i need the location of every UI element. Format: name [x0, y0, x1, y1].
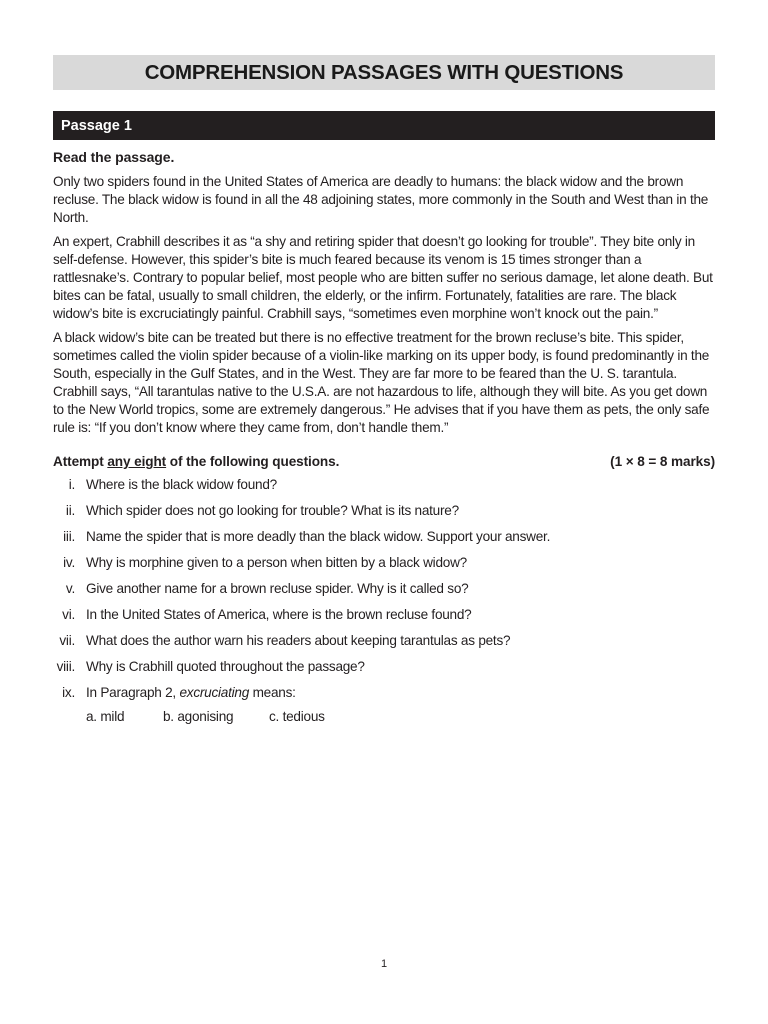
question-number: vi. — [62, 607, 75, 622]
passage-header — [53, 111, 715, 140]
question-text: Why is Crabhill quoted throughout the passage? — [86, 659, 365, 674]
question-text-prefix: In Paragraph 2, — [86, 685, 180, 700]
question-number: v. — [65, 581, 75, 596]
question-item — [53, 684, 715, 710]
question-text: Give another name for a brown recluse spider. Why is it called so? — [86, 581, 469, 596]
question-number: vii. — [59, 633, 75, 648]
question-item — [53, 658, 715, 684]
passage-paragraph-3: A black widow’s bite can be treated but there is no effective treatment for the brown recluse’s bite. This spider, sometimes called the violin spider because of a violin-like marking on its upper body, is found predominantly in the South, especially in the Gulf States, and in the West. They are far more to be feared than the U. S. tarantula. Crabhill says, “All tarantulas native to the U.S.A. are not hazardous to life, although they will bite. As you get down to the New World tropics, some are extremely dangerous.” He advises that if you have them as pets, the only safe rule is: “If you don’t know where they came from, don’t handle them.” — [53, 330, 710, 435]
question-item — [53, 502, 715, 528]
questions-instruction — [53, 453, 339, 471]
marks-label: (1 × 8 = 8 marks) — [610, 454, 715, 469]
question-text-suffix: means: — [249, 685, 296, 700]
answer-options — [86, 708, 715, 726]
question-number: iv. — [63, 555, 75, 570]
question-number: ii. — [65, 503, 75, 518]
question-text: Why is morphine given to a person when bitten by a black widow? — [86, 555, 467, 570]
question-text: In the United States of America, where is the brown recluse found? — [86, 607, 472, 622]
passage-content — [53, 148, 715, 726]
option-c: c. tedious — [269, 709, 325, 724]
question-text: Name the spider that is more deadly than the black widow. Support your answer. — [86, 529, 551, 544]
question-item — [53, 606, 715, 632]
question-text: What does the author warn his readers about keeping tarantulas as pets? — [86, 633, 511, 648]
question-item — [53, 528, 715, 554]
attempt-emphasis: any eight — [107, 454, 167, 469]
passage-paragraph-2: An expert, Crabhill describes it as “a shy and retiring spider that doesn’t go looking for trouble”. They bite only in self-defense. However, this spider’s bite is much feared because its venom is 15 times stronger than a rattlesnake’s. Contrary to popular belief, most people who are bitten suffer no serious damage, let alone death. But bites can be fatal, usually to small children, the elderly, or the infirm. Fortunately, fatalities are rare. The black widow’s bite is excruciatingly painful. Crabhill says, “sometimes even morphine won’t knock out the pain.” — [53, 234, 713, 321]
question-item — [53, 476, 715, 502]
question-text: Which spider does not go looking for trouble? What is its nature? — [86, 503, 459, 518]
question-number: iii. — [63, 529, 75, 544]
question-text: Where is the black widow found? — [86, 477, 277, 492]
question-item — [53, 580, 715, 606]
question-number: viii. — [56, 659, 75, 674]
title-banner — [53, 55, 715, 90]
question-italic-word: excruciating — [179, 685, 250, 700]
read-instruction: Read the passage. — [53, 149, 175, 165]
question-item — [53, 632, 715, 658]
question-text — [86, 684, 296, 702]
question-number: ix. — [62, 685, 75, 700]
passage-label: Passage 1 — [61, 117, 132, 134]
question-number: i. — [68, 477, 75, 492]
option-b: b. agonising — [163, 709, 234, 724]
passage-paragraph-1: Only two spiders found in the United States of America are deadly to humans: the black widow and the brown recluse. The black widow is found in all the 48 adjoining states, more commonly in the South and West than in the North. — [53, 174, 709, 225]
option-a: a. mild — [86, 709, 125, 724]
question-item — [53, 554, 715, 580]
attempt-suffix: of the following questions. — [166, 454, 340, 469]
page-number: 1 — [380, 958, 388, 970]
questions-instruction-row — [53, 453, 715, 471]
question-list — [53, 476, 715, 710]
attempt-prefix: Attempt — [53, 454, 108, 469]
page-title: COMPREHENSION PASSAGES WITH QUESTIONS — [144, 60, 624, 84]
